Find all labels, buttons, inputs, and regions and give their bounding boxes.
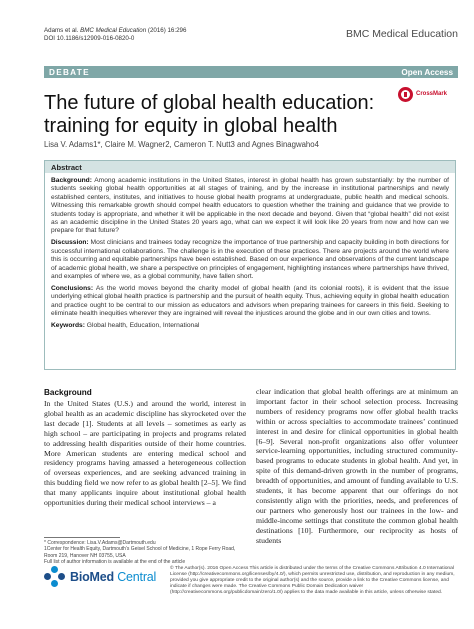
footnotes	[44, 540, 249, 566]
crossmark-label: CrossMark	[416, 91, 448, 97]
citation-doi[interactable]: DOI 10.1186/s12909-016-0820-0	[44, 34, 135, 42]
body-column-right: clear indication that global health offerings are at minimum an important factor in their school selection process. Increasing numbers of residency programs now offer global health tracks within or across specialties to accommodate trainees’ continued interest in and desire for clinical opportunities in global health [6–9]. Several non-profit organizations also offer volunteer service-learning opportunities, including structured community-based programs to educate students in global health. And yet, in spite of this demand-driven growth in the number of programs, breadth of opportunities, and amount of funding available to U.S. students, it has become apparent that our offerings do not consistently align with the priorities, needs, and preferences of our partners who generously host our trainees in the low- and middle-income settings that constitute the common global health destinations [10]. Furthermore, our reciprocity as hosts of students	[256, 387, 458, 545]
citation-authors: Adams et al.	[44, 27, 79, 34]
citation-journal: BMC Medical Education	[80, 27, 147, 34]
journal-name: BMC Medical Education	[345, 28, 458, 40]
abstract-header	[45, 161, 455, 173]
citation-volume: (2016) 16:296	[146, 27, 187, 34]
crossmark-button[interactable]	[398, 85, 458, 103]
abstract-conclusions-text: As the world moves beyond the charity model of global health (and its colonial roots), it is evident that the issue underlying ethical global health practice is partnership and the pursuit of health equity. Thus, achieving equity in global health education and practice ought to be central to our mission as educators and advisors when preparing trainees for careers in this field. Seeking to eliminate health inequities wherever they are ingrained will reveal the injustices around the globe and in our own cities and towns.	[51, 284, 449, 318]
author-info-note: Full list of author information is available at the end of the article	[44, 559, 186, 566]
abstract-background	[51, 177, 449, 236]
keywords-text: Global health, Education, International	[84, 322, 200, 329]
wordmark-light: Central	[113, 570, 157, 584]
copyright-notice: © The Author(s). 2016 Open Access This article is distributed under the terms of the Creative Commons Attribution 4.0 International License (http://creativecommons.org/licenses/by/4.0/), which permits unrestricted use, distribution, and reproduction in any medium, provided you give appropriate credit to the original author(s) and the source, provide a link to the Creative Commons license, and indicate if changes were made. The Creative Commons Public Domain Dedication waiver (http://creativecommons.org/publicdomain/zero/1.0/) applies to the data made available in this article, unless otherwise stated.	[170, 566, 455, 595]
author-list: Lisa V. Adams1*, Claire M. Wagner2, Cameron T. Nutt3 and Agnes Binagwaho4	[44, 140, 319, 149]
body-column-left: In the United States (U.S.) and around the world, interest in global health as an academic discipline has skyrocketed over the last decade [1]. Students at all levels – sometimes as early as high school – are participating in projects and programs related to addressing health disparities outside of their home countries. More American students are entering medical school and residency programs having amassed a heterogeneous collection of overseas experiences, and are seeking advanced training in this budding field we now refer to as global health [2–5]. We find that many applicants inquire about institutional global health opportunities during their medical school interviews – a	[44, 399, 246, 508]
abstract-conclusions-label: Conclusions:	[51, 284, 94, 292]
citation-header	[44, 27, 186, 42]
abstract-keywords	[51, 322, 449, 330]
abstract-background-label: Background:	[51, 177, 92, 184]
abstract-box	[44, 160, 456, 370]
footnote-divider	[44, 537, 120, 538]
abstract-heading: Abstract	[51, 162, 82, 172]
biomed-central-logo-icon	[44, 566, 66, 588]
abstract-conclusions	[51, 285, 449, 319]
abstract-discussion	[51, 239, 449, 281]
wordmark-bold: BioMed	[70, 570, 114, 584]
biomed-central-wordmark	[70, 570, 156, 584]
citation-line-1	[44, 27, 186, 35]
keywords-label: Keywords:	[51, 322, 85, 329]
abstract-discussion-text: Most clinicians and trainees today recognize the importance of true partnership and capacity building in both directions for successful international collaborations. The challenge is in the execution of these practices. There are projects around the world where this is occurring and equitable partnerships have been established. Based on our experience and observations of the current landscape of academic global health, we share a perspective on principles of engagement, highlighting instances where partnerships have thrived, and examples of where we, as a global community, have fallen short.	[51, 239, 449, 280]
open-access-label: Open Access	[401, 67, 453, 77]
biomed-central-logo	[44, 566, 156, 588]
abstract-body	[51, 177, 449, 334]
article-type-banner	[44, 66, 458, 78]
abstract-discussion-label: Discussion:	[51, 239, 89, 247]
affiliation-note: 1Center for Health Equity, Dartmouth’s Geisel School of Medicine, 1 Rope Ferry Road, Room 219, Hanover NH 03755, USA	[44, 546, 236, 559]
article-type-label: DEBATE	[49, 67, 90, 77]
correspondence-note: * Correspondence: Lisa.V.Adams@Dartmouth.edu	[44, 540, 156, 546]
article-title: The future of global health education: training for equity in global health	[44, 92, 375, 137]
abstract-background-text: Among academic institutions in the United States, interest in global health has grown substantially: by the number of students seeking global health opportunities at all stages of training, and by the increase in institutional partnerships and newly established centers, institutes, and initiatives to house global health programs at undergraduate, public health and medical schools. Witnessing this remarkable growth should compel health educators to question whether the training and guidance that we provide to students today is appropriate, and whether it will be applicable in the next decade and beyond. Given that “global health” did not exist as an academic discipline in the United States 20 years ago, what can we expect it will look like 20 years from now and how can we prepare for that future?	[51, 177, 449, 235]
section-heading-background: Background	[44, 388, 92, 397]
crossmark-icon	[398, 87, 413, 102]
